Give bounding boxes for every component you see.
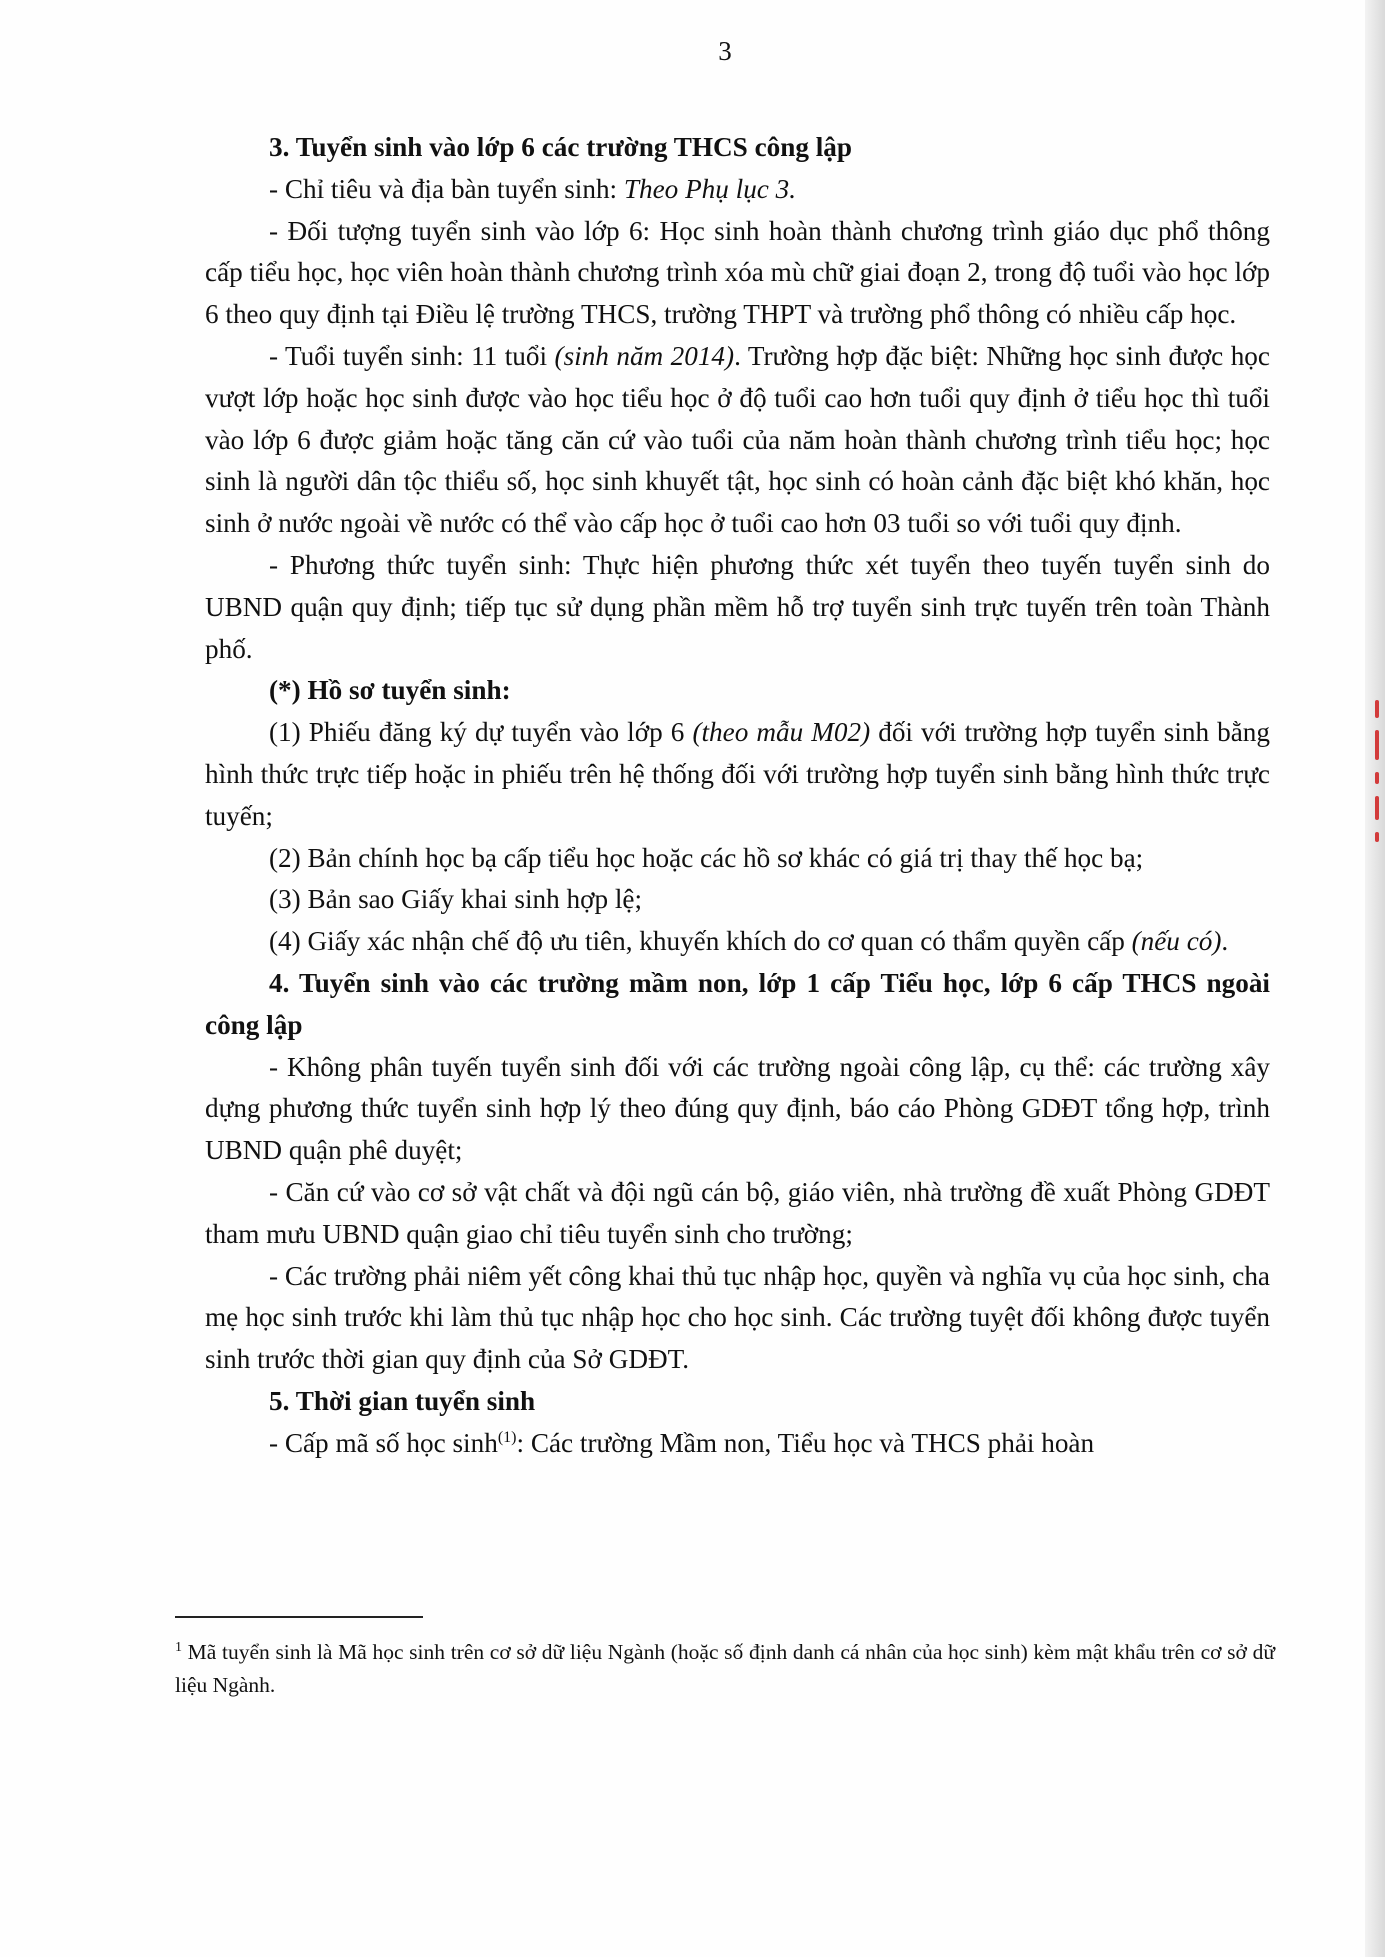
section-5-heading: 5. Thời gian tuyển sinh: [269, 1385, 536, 1416]
section-3-heading: 3. Tuyển sinh vào lớp 6 các trường THCS công lập: [269, 132, 853, 162]
footnote-divider: [175, 1616, 423, 1618]
section-4-heading: 4. Tuyển sinh vào các trường mầm non, lớp 1 cấp Tiểu học, lớp 6 cấp THCS ngoài công lập: [205, 967, 1270, 1040]
page-edge-shadow: [1365, 0, 1385, 1957]
page-number: 3: [718, 36, 732, 66]
dossier-heading: (*) Hồ sơ tuyển sinh:: [269, 675, 511, 706]
section-5-para-1: - Cấp mã số học $\sinh^{(1)}$: Các trường Mầm non, Tiểu học và THCS phải hoàn: [269, 1427, 1095, 1458]
section-3-quota: - Chỉ tiêu và địa bàn tuyển sinh: Theo Phụ lục 3.: [269, 173, 797, 204]
dossier-item-3: (3) Bản sao Giấy khai sinh hợp lệ;: [269, 884, 643, 915]
section-4-para-1: - Không phân tuyến tuyển sinh đối với các trường ngoài công lập, cụ thể: các trường xây dựng phương thức tuyển sinh hợp lý theo đúng quy định, báo cáo Phòng GDĐT tổng hợp, trình UBND quận phê duyệt;: [205, 1051, 1270, 1166]
dossier-item-4: (4) Giấy xác nhận chế độ ưu tiên, khuyến khích do cơ quan có thẩm quyền cấp (nếu có).: [269, 926, 1229, 957]
footnote-text: Mã tuyển sinh là Mã học sinh trên cơ sở dữ liệu Ngành (hoặc số định danh cá nhân của học sinh) kèm mật khẩu trên cơ sở dữ liệu Ngành.: [175, 1640, 1275, 1697]
dossier-item-2: (2) Bản chính học bạ cấp tiểu học hoặc các hồ sơ khác có giá trị thay thế học bạ;: [269, 842, 1144, 873]
section-3-method: - Phương thức tuyển sinh: Thực hiện phương thức xét tuyển theo tuyến tuyển sinh do UBND quận quy định; tiếp tục sử dụng phần mềm hỗ trợ tuyển sinh trực tuyến trên toàn Thành phố.: [205, 549, 1270, 664]
dossier-item-1: (1) Phiếu đăng ký dự tuyển vào lớp 6 (theo mẫu M02) đối với trường hợp tuyển sinh bằng hình thức trực tiếp hoặc in phiếu trên hệ thống đối với trường hợp tuyển sinh bằng hình thức trực tuyến;: [205, 717, 1270, 831]
section-3-subjects: - Đối tượng tuyển sinh vào lớp 6: Học sinh hoàn thành chương trình giáo dục phổ thông cấp tiểu học, học viên hoàn thành chương trình xóa mù chữ giai đoạn 2, trong độ tuổi vào học lớp 6 theo quy định tại Điều lệ trường THCS, trường THPT và trường phổ thông có nhiều cấp học.: [205, 215, 1270, 330]
section-4-para-2: - Căn cứ vào cơ sở vật chất và đội ngũ cán bộ, giáo viên, nhà trường đề xuất Phòng GDĐT tham mưu UBND quận giao chỉ tiêu tuyển sinh cho trường;: [205, 1176, 1270, 1249]
section-4-para-3: - Các trường phải niêm yết công khai thủ tục nhập học, quyền và nghĩa vụ của học sinh, cha mẹ học sinh trước khi làm thủ tục nhập học cho học sinh. Các trường tuyệt đối không được tuyển sinh trước thời gian quy định của Sở GDĐT.: [205, 1260, 1270, 1375]
margin-stamp-marks: [1373, 700, 1381, 900]
body-text: [205, 127, 1270, 1465]
footnote: [175, 1636, 1275, 1702]
footnote-marker: 1: [175, 1639, 182, 1655]
section-3-age: - Tuổi tuyển sinh: 11 tuổi (sinh năm 2014). Trường hợp đặc biệt: Những học sinh được học vượt lớp hoặc học sinh được vào học tiểu học ở độ tuổi cao hơn tuổi quy định ở tiểu học thì tuổi vào lớp 6 được giảm hoặc tăng căn cứ vào tuổi của năm hoàn thành chương trình tiểu học; học sinh là người dân tộc thiểu số, học sinh khuyết tật, học sinh có hoàn cảnh đặc biệt khó khăn, học sinh ở nước ngoài về nước có thể vào cấp học ở tuổi cao hơn 03 tuổi so với tuổi quy định.: [205, 340, 1270, 539]
